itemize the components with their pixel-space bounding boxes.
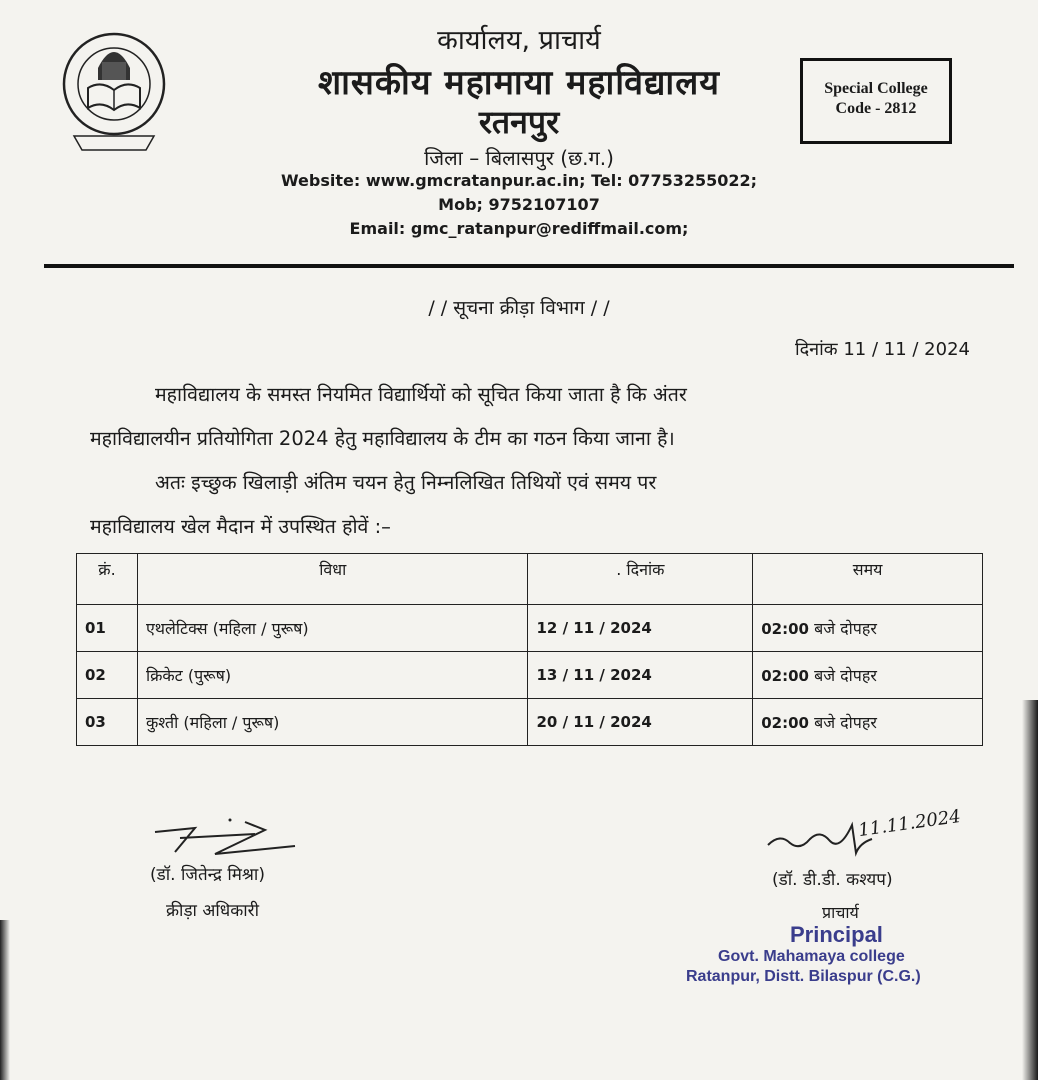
notice-paragraph-3: अतः इच्छुक खिलाड़ी अंतिम चयन हेतु निम्नलिखित तिथियों एवं समय पर: [155, 471, 657, 494]
row-serial: 01: [77, 605, 138, 652]
page-edge-shadow-left: [0, 920, 10, 1080]
table-row: [77, 605, 983, 652]
row-time: [753, 652, 983, 699]
table-row: [77, 652, 983, 699]
notice-paragraph-4: महाविद्यालय खेल मैदान में उपस्थित होवें :–: [90, 515, 391, 538]
college-code-box: [800, 58, 952, 144]
header-serial: क्रं.: [77, 554, 138, 605]
code-line-1: Special College: [824, 80, 928, 97]
row-time-text: बजे दोपहर: [814, 666, 877, 685]
row-time-value: 02:00: [761, 714, 809, 732]
row-time: [753, 699, 983, 746]
city-name: रतनपुर: [478, 103, 560, 141]
row-time-text: बजे दोपहर: [814, 619, 877, 638]
district-line: जिला – बिलासपुर (छ.ग.): [424, 146, 614, 170]
website-line: Website: www.gmcratanpur.ac.in; Tel: 07753255022;: [280, 171, 758, 190]
row-date: 12 / 11 / 2024: [528, 605, 753, 652]
sports-officer-title: क्रीड़ा अधिकारी: [166, 901, 260, 921]
sports-officer-name: (डॉ. जितेन्द्र मिश्रा): [150, 865, 265, 885]
row-event: एथलेटिक्स (महिला / पुरूष): [137, 605, 528, 652]
row-serial: 02: [77, 652, 138, 699]
notice-paragraph-1: महाविद्यालय के समस्त नियमित विद्यार्थियों को सूचित किया जाता है कि अंतर: [155, 383, 687, 406]
header-time: समय: [753, 554, 983, 605]
stamp-line-3: Ratanpur, Distt. Bilaspur (C.G.): [686, 968, 921, 985]
header-event: विधा: [137, 554, 528, 605]
handwritten-date: 11.11.2024: [857, 805, 963, 842]
row-date: 13 / 11 / 2024: [528, 652, 753, 699]
notice-title: / / सूचना क्रीड़ा विभाग / /: [428, 297, 610, 319]
email-line: Email: gmc_ratanpur@rediffmail.com;: [349, 219, 689, 238]
row-event: क्रिकेट (पुरूष): [137, 652, 528, 699]
page-edge-shadow: [1022, 700, 1038, 1080]
row-time-text: बजे दोपहर: [814, 713, 877, 732]
stamp-line-2: Govt. Mahamaya college: [718, 948, 905, 965]
college-name: शासकीय महामाया महाविद्यालय: [318, 63, 720, 103]
principal-signature: [760, 795, 990, 869]
mobile-line: Mob; 9752107107: [438, 195, 600, 214]
principal-title: प्राचार्य: [822, 903, 859, 922]
notice-date: दिनांक 11 / 11 / 2024: [794, 339, 970, 360]
schedule-table: [76, 553, 983, 746]
header-divider: [44, 264, 1014, 268]
table-header-row: [77, 554, 983, 605]
row-time-value: 02:00: [761, 620, 809, 638]
code-line-2: Code - 2812: [835, 100, 917, 117]
office-heading: कार्यालय, प्राचार्य: [437, 25, 601, 56]
stamp-line-1: Principal: [790, 922, 883, 947]
table-row: [77, 699, 983, 746]
row-date: 20 / 11 / 2024: [528, 699, 753, 746]
row-time-value: 02:00: [761, 667, 809, 685]
row-event: कुश्ती (महिला / पुरूष): [137, 699, 528, 746]
header-date: . दिनांक: [528, 554, 753, 605]
row-serial: 03: [77, 699, 138, 746]
row-time: [753, 605, 983, 652]
notice-paragraph-2: महाविद्यालयीन प्रतियोगिता 2024 हेतु महाविद्यालय के टीम का गठन किया जाना है।: [90, 427, 675, 450]
sports-officer-signature: [135, 810, 315, 864]
principal-name: (डॉ. डी.डी. कश्यप): [772, 870, 893, 890]
